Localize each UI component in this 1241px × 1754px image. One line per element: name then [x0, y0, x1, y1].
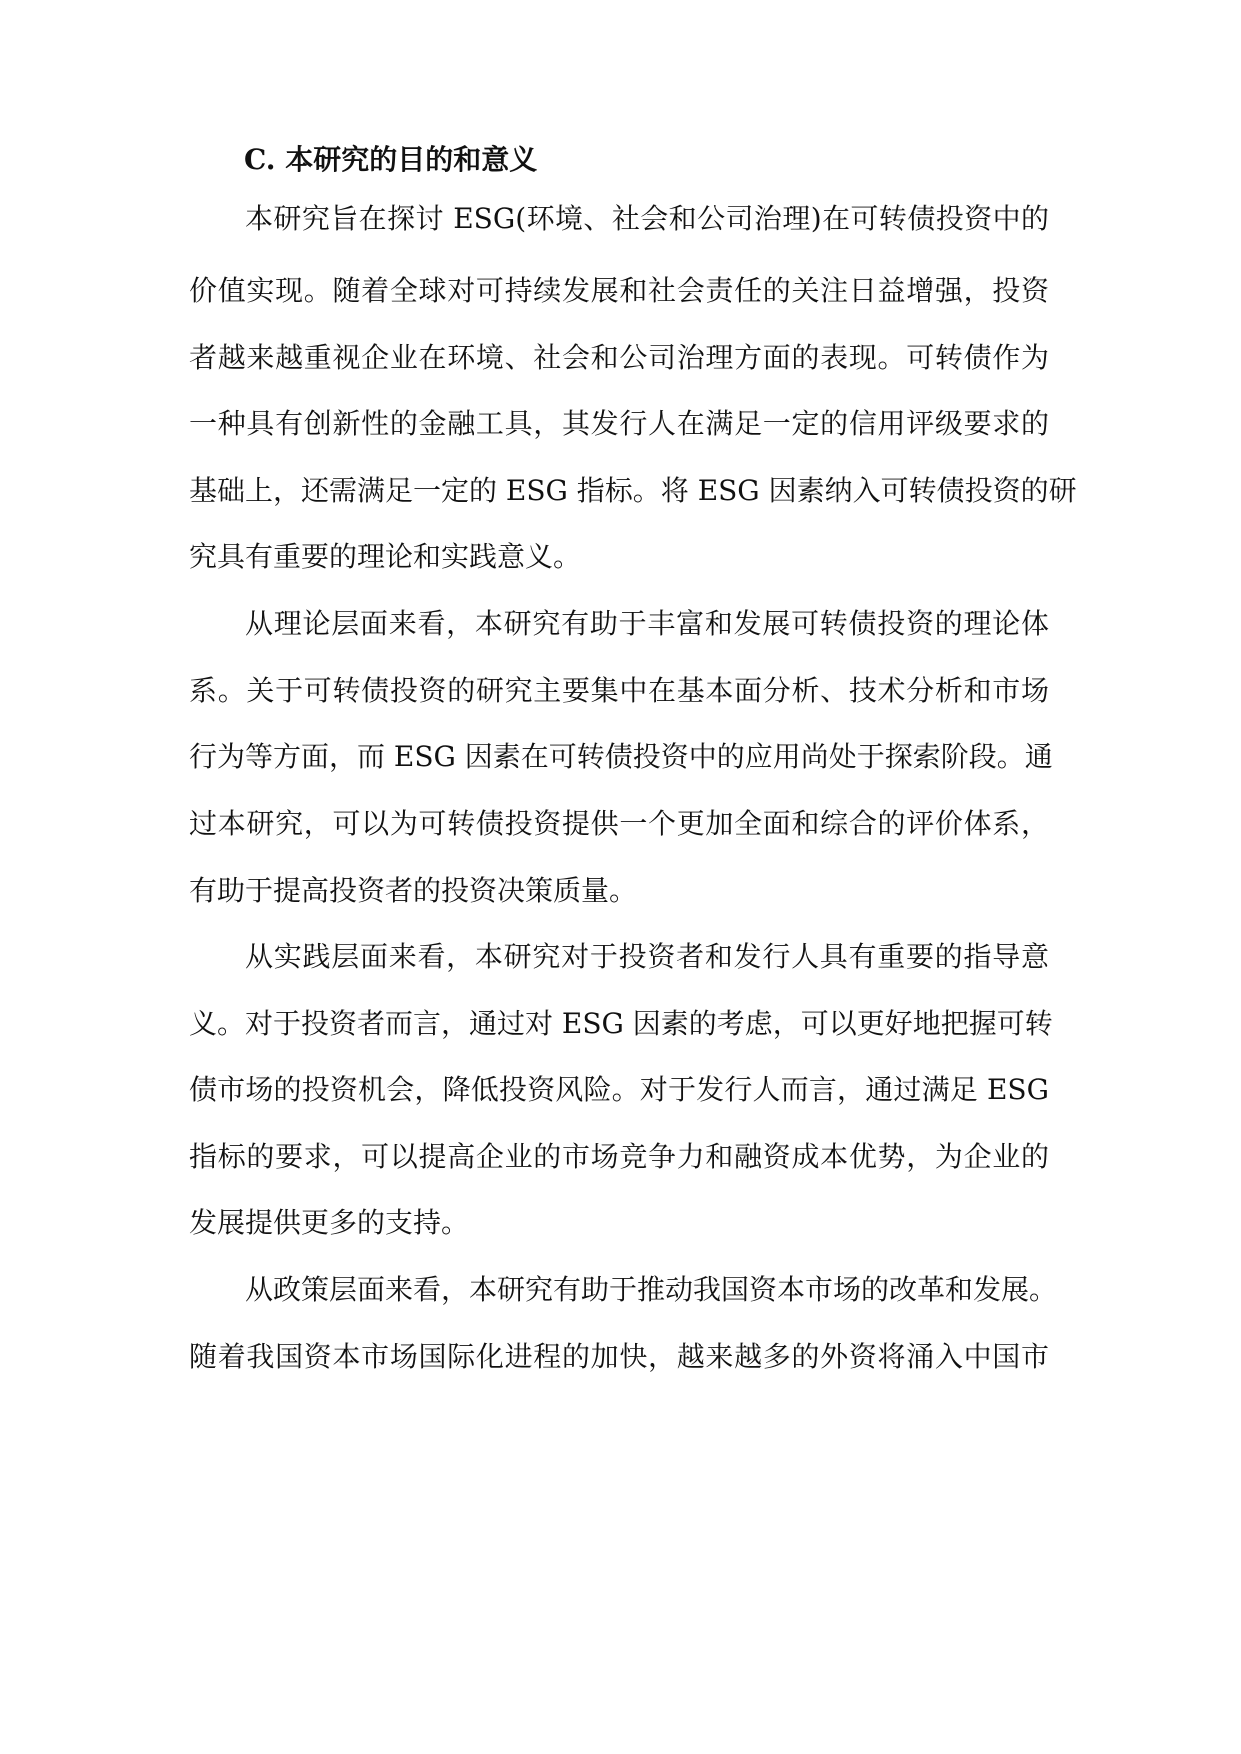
paragraph-2-line-4: 过本研究，可以为可转债投资提供一个更加全面和综合的评价体系， [189, 807, 1049, 840]
paragraph-3-line-2: 义。对于投资者而言，通过对 ESG 因素的考虑，可以更好地把握可转 [189, 1007, 1053, 1040]
paragraph-3-line-1: 从实践层面来看，本研究对于投资者和发行人具有重要的指导意 [245, 940, 1049, 973]
paragraph-3-line-3: 债市场的投资机会，降低投资风险。对于发行人而言，通过满足 ESG [189, 1073, 1049, 1106]
paragraph-2-line-3: 行为等方面，而 ESG 因素在可转债投资中的应用尚处于探索阶段。通 [189, 740, 1053, 773]
paragraph-2-line-1: 从理论层面来看，本研究有助于丰富和发展可转债投资的理论体 [245, 607, 1049, 640]
paragraph-4-line-1: 从政策层面来看，本研究有助于推动我国资本市场的改革和发展。 [245, 1273, 1058, 1306]
paragraph-1-line-1: 本研究旨在探讨 ESG(环境、社会和公司治理)在可转债投资中的 [245, 202, 1049, 235]
paragraph-1-line-5: 基础上，还需满足一定的 ESG 指标。将 ESG 因素纳入可转债投资的研 [189, 474, 1077, 507]
paragraph-2-line-2: 系。关于可转债投资的研究主要集中在基本面分析、技术分析和市场 [189, 674, 1049, 707]
paragraph-1-line-4: 一种具有创新性的金融工具，其发行人在满足一定的信用评级要求的 [189, 407, 1049, 440]
paragraph-1-line-2: 价值实现。随着全球对可持续发展和社会责任的关注日益增强，投资 [189, 274, 1049, 307]
paragraph-4-line-2: 随着我国资本市场国际化进程的加快，越来越多的外资将涌入中国市 [189, 1340, 1049, 1373]
paragraph-3-line-5: 发展提供更多的支持。 [189, 1206, 470, 1239]
paragraph-3-line-4: 指标的要求，可以提高企业的市场竞争力和融资成本优势，为企业的 [189, 1140, 1049, 1173]
paragraph-1-line-3: 者越来越重视企业在环境、社会和公司治理方面的表现。可转债作为 [189, 341, 1049, 374]
paragraph-1-line-6: 究具有重要的理论和实践意义。 [189, 540, 582, 573]
section-heading: C. 本研究的目的和意义 [244, 143, 538, 176]
paragraph-2-line-5: 有助于提高投资者的投资决策质量。 [189, 874, 638, 907]
